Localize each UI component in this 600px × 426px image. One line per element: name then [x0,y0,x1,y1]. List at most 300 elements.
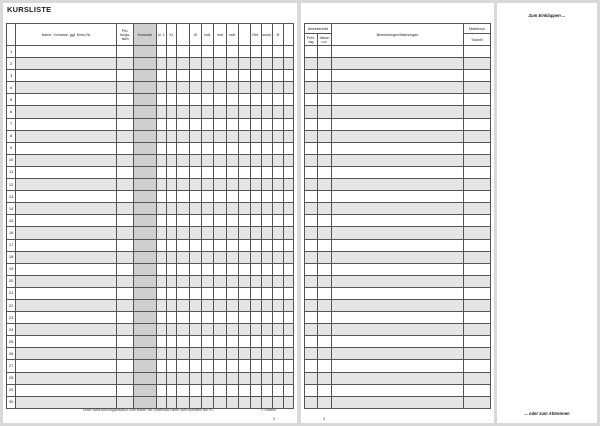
entry-cell [189,58,201,70]
row-number: 21 [7,287,16,299]
entry-cell [202,360,214,372]
entry-cell [250,239,261,251]
entry-cell [166,94,176,106]
entry-cell [273,396,283,408]
grade-cell [133,299,156,311]
entry-cell [202,372,214,384]
entry-cell [156,312,166,324]
entry-cell [273,179,283,191]
entry-cell [117,324,134,336]
entry-cell [202,142,214,154]
entry-cell [117,58,134,70]
entry-cell [189,312,201,324]
table-row [7,106,294,118]
entry-cell [273,384,283,396]
table-row [7,239,294,251]
entry-cell [283,372,293,384]
entry-cell [214,58,226,70]
entry-cell [305,239,318,251]
entry-cell [189,336,201,348]
entry-cell [189,154,201,166]
entry-cell [177,372,189,384]
row-number: 16 [7,227,16,239]
entry-cell [261,324,272,336]
entry-cell [239,82,250,94]
entry-cell [166,287,176,299]
remark-cell [332,130,464,142]
entry-cell [318,82,332,94]
entry-cell [214,372,226,384]
table-row [7,336,294,348]
name-cell [16,239,117,251]
row-number: 8 [7,130,16,142]
entry-cell [189,324,201,336]
entry-cell [189,299,201,311]
table-row [7,46,294,58]
entry-cell [166,130,176,142]
entry-cell [214,82,226,94]
entry-cell [202,154,214,166]
entry-cell [239,191,250,203]
entry-cell [239,179,250,191]
entry-cell [117,336,134,348]
entry-cell [464,324,491,336]
name-cell [16,336,117,348]
entry-cell [261,179,272,191]
page-number-right: 3 [323,416,326,421]
remark-cell [332,191,464,203]
entry-cell [273,94,283,106]
table-row [305,251,491,263]
entry-cell [189,82,201,94]
entry-cell [305,58,318,70]
row-number: 22 [7,299,16,311]
entry-cell [166,324,176,336]
entry-cell [464,263,491,275]
entry-cell [261,118,272,130]
row-number: 10 [7,154,16,166]
entry-cell [117,94,134,106]
remark-cell [332,215,464,227]
header-tutor: Tutor/in [464,34,491,46]
entry-cell [177,299,189,311]
entry-cell [156,179,166,191]
table-row [7,130,294,142]
entry-cell [239,58,250,70]
entry-cell [464,360,491,372]
entry-cell [177,118,189,130]
entry-cell [226,263,238,275]
entry-cell [250,179,261,191]
row-number: 24 [7,324,16,336]
entry-cell [261,396,272,408]
entry-cell [117,82,134,94]
entry-cell [305,372,318,384]
entry-cell [250,372,261,384]
entry-cell [226,118,238,130]
table-row [7,324,294,336]
entry-cell [189,287,201,299]
table-row [305,166,491,178]
entry-cell [305,396,318,408]
remark-cell [332,82,464,94]
entry-cell [214,46,226,58]
entry-cell [214,324,226,336]
entry-cell [156,130,166,142]
entry-cell [464,203,491,215]
entry-cell [202,94,214,106]
entry-cell [202,348,214,360]
entry-cell [273,46,283,58]
entry-cell [214,360,226,372]
table-row [7,82,294,94]
entry-cell [202,106,214,118]
remark-cell [332,275,464,287]
entry-cell [166,106,176,118]
name-cell [16,324,117,336]
entry-cell [283,142,293,154]
entry-cell [189,251,201,263]
entry-cell [305,360,318,372]
entry-cell [117,312,134,324]
entry-cell [239,94,250,106]
entry-cell [226,287,238,299]
row-number: 2 [7,58,16,70]
entry-cell [177,130,189,142]
entry-cell [202,324,214,336]
entry-cell [283,203,293,215]
entry-cell [239,251,250,263]
entry-cell [464,287,491,299]
entry-cell [318,239,332,251]
entry-cell [283,227,293,239]
entry-cell [464,82,491,94]
entry-cell [273,360,283,372]
entry-cell [177,336,189,348]
entry-cell [273,154,283,166]
entry-cell [250,324,261,336]
table-row [305,215,491,227]
table-row [7,179,294,191]
entry-cell [177,203,189,215]
grade-cell [133,118,156,130]
entry-cell [117,215,134,227]
entry-cell [226,227,238,239]
entry-cell [305,166,318,178]
entry-cell [156,348,166,360]
entry-cell [177,348,189,360]
remark-cell [332,179,464,191]
grade-cell [133,287,156,299]
entry-cell [250,384,261,396]
entry-cell [166,360,176,372]
name-cell [16,94,117,106]
entry-cell [261,82,272,94]
row-number: 28 [7,372,16,384]
entry-cell [214,275,226,287]
entry-cell [305,287,318,299]
entry-cell [250,166,261,178]
entry-cell [283,263,293,275]
entry-cell [464,312,491,324]
entry-cell [226,82,238,94]
table-row [305,372,491,384]
entry-cell [226,384,238,396]
page-title: KURSLISTE [7,5,52,14]
entry-cell [283,312,293,324]
entry-cell [305,384,318,396]
entry-cell [464,372,491,384]
entry-cell [273,251,283,263]
entry-cell [214,191,226,203]
entry-cell [273,299,283,311]
grade-cell [133,348,156,360]
entry-cell [156,396,166,408]
entry-cell [214,94,226,106]
name-cell [16,106,117,118]
entry-cell [156,299,166,311]
table-row [305,70,491,82]
entry-cell [189,372,201,384]
table-row [7,142,294,154]
entry-cell [273,166,283,178]
entry-cell [177,215,189,227]
entry-cell [261,46,272,58]
entry-cell [166,275,176,287]
table-row [7,154,294,166]
entry-cell [250,227,261,239]
entry-cell [166,166,176,178]
entry-cell [177,263,189,275]
table-row [305,336,491,348]
entry-cell [214,70,226,82]
entry-cell [250,336,261,348]
entry-cell [166,336,176,348]
entry-cell [166,396,176,408]
table-row [7,166,294,178]
remark-cell [332,58,464,70]
entry-cell [117,348,134,360]
grade-cell [133,191,156,203]
entry-cell [464,215,491,227]
row-number: 12 [7,179,16,191]
entry-cell [166,227,176,239]
remark-cell [332,360,464,372]
table-row [305,191,491,203]
page-number-left: 2 [273,416,276,421]
name-cell [16,348,117,360]
table-row [305,263,491,275]
entry-cell [250,348,261,360]
entry-cell [239,130,250,142]
entry-cell [273,106,283,118]
entry-cell [273,324,283,336]
entry-cell [177,154,189,166]
footer-note: Unter www.schulorganisation.com finden Sie Download-Listen zum Ausfüllen am PC [83,408,214,412]
table-row [7,299,294,311]
entry-cell [166,239,176,251]
entry-cell [117,118,134,130]
entry-cell [166,299,176,311]
entry-cell [156,251,166,263]
name-cell [16,191,117,203]
remark-cell [332,251,464,263]
entry-cell [305,215,318,227]
entry-cell [318,312,332,324]
entry-cell [214,154,226,166]
entry-cell [464,94,491,106]
grade-cell [133,275,156,287]
name-cell [16,263,117,275]
entry-cell [214,142,226,154]
grade-cell [133,227,156,239]
entry-cell [283,46,293,58]
entry-cell [117,263,134,275]
entry-cell [250,130,261,142]
entry-cell [117,130,134,142]
row-number: 30 [7,396,16,408]
entry-cell [177,312,189,324]
entry-cell [318,191,332,203]
grade-cell [133,215,156,227]
entry-cell [318,215,332,227]
name-cell [16,396,117,408]
name-cell [16,154,117,166]
entry-cell [117,106,134,118]
entry-cell [261,191,272,203]
entry-cell [318,179,332,191]
entry-cell [318,118,332,130]
entry-cell [261,227,272,239]
header-markings: Markierun [464,24,491,34]
row-number: 4 [7,82,16,94]
entry-cell [464,384,491,396]
entry-cell [283,348,293,360]
entry-cell [202,227,214,239]
entry-cell [177,46,189,58]
entry-cell [202,287,214,299]
entry-cell [226,312,238,324]
entry-cell [305,348,318,360]
entry-cell [189,142,201,154]
entry-cell [226,191,238,203]
grade-cell [133,130,156,142]
entry-cell [156,239,166,251]
table-row [305,239,491,251]
remark-cell [332,287,464,299]
entry-cell [189,46,201,58]
entry-cell [261,348,272,360]
entry-cell [226,275,238,287]
entry-cell [189,360,201,372]
remarks-table [304,23,491,409]
entry-cell [166,263,176,275]
entry-cell [117,360,134,372]
entry-cell [261,130,272,142]
grade-cell [133,251,156,263]
remark-cell [332,372,464,384]
entry-cell [226,203,238,215]
entry-cell [177,324,189,336]
entry-cell [273,58,283,70]
entry-cell [214,130,226,142]
remark-cell [332,299,464,311]
entry-cell [156,118,166,130]
entry-cell [261,70,272,82]
name-cell [16,179,117,191]
entry-cell [464,154,491,166]
table-row [305,130,491,142]
header-oral-2: mdl. [214,24,226,46]
entry-cell [156,46,166,58]
entry-cell [156,287,166,299]
entry-cell [305,142,318,154]
entry-cell [283,275,293,287]
grade-cell [133,203,156,215]
header-number [7,24,16,46]
entry-cell [261,299,272,311]
entry-cell [239,166,250,178]
name-cell [16,360,117,372]
entry-cell [202,191,214,203]
table-row [7,70,294,82]
header-blank-1 [177,24,189,46]
table-row [7,348,294,360]
grade-cell [133,372,156,384]
entry-cell [464,275,491,287]
name-cell [16,46,117,58]
entry-cell [305,130,318,142]
entry-cell [226,154,238,166]
row-number: 18 [7,251,16,263]
course-table [6,23,294,409]
entry-cell [239,239,250,251]
table-row [7,118,294,130]
entry-cell [261,360,272,372]
entry-cell [202,299,214,311]
entry-cell [305,118,318,130]
entry-cell [156,336,166,348]
entry-cell [117,46,134,58]
entry-cell [214,299,226,311]
entry-cell [202,263,214,275]
entry-cell [261,287,272,299]
grade-cell [133,179,156,191]
entry-cell [283,215,293,227]
entry-cell [189,130,201,142]
entry-cell [318,251,332,263]
entry-cell [305,203,318,215]
entry-cell [239,215,250,227]
entry-cell [189,275,201,287]
entry-cell [261,94,272,106]
table-row [305,312,491,324]
remark-cell [332,312,464,324]
entry-cell [177,70,189,82]
entry-cell [239,324,250,336]
entry-cell [117,179,134,191]
entry-cell [214,227,226,239]
row-number: 29 [7,384,16,396]
grade-cell [133,106,156,118]
entry-cell [202,130,214,142]
entry-cell [250,82,261,94]
entry-cell [166,191,176,203]
entry-cell [250,299,261,311]
entry-cell [166,348,176,360]
grade-cell [133,70,156,82]
entry-cell [202,58,214,70]
